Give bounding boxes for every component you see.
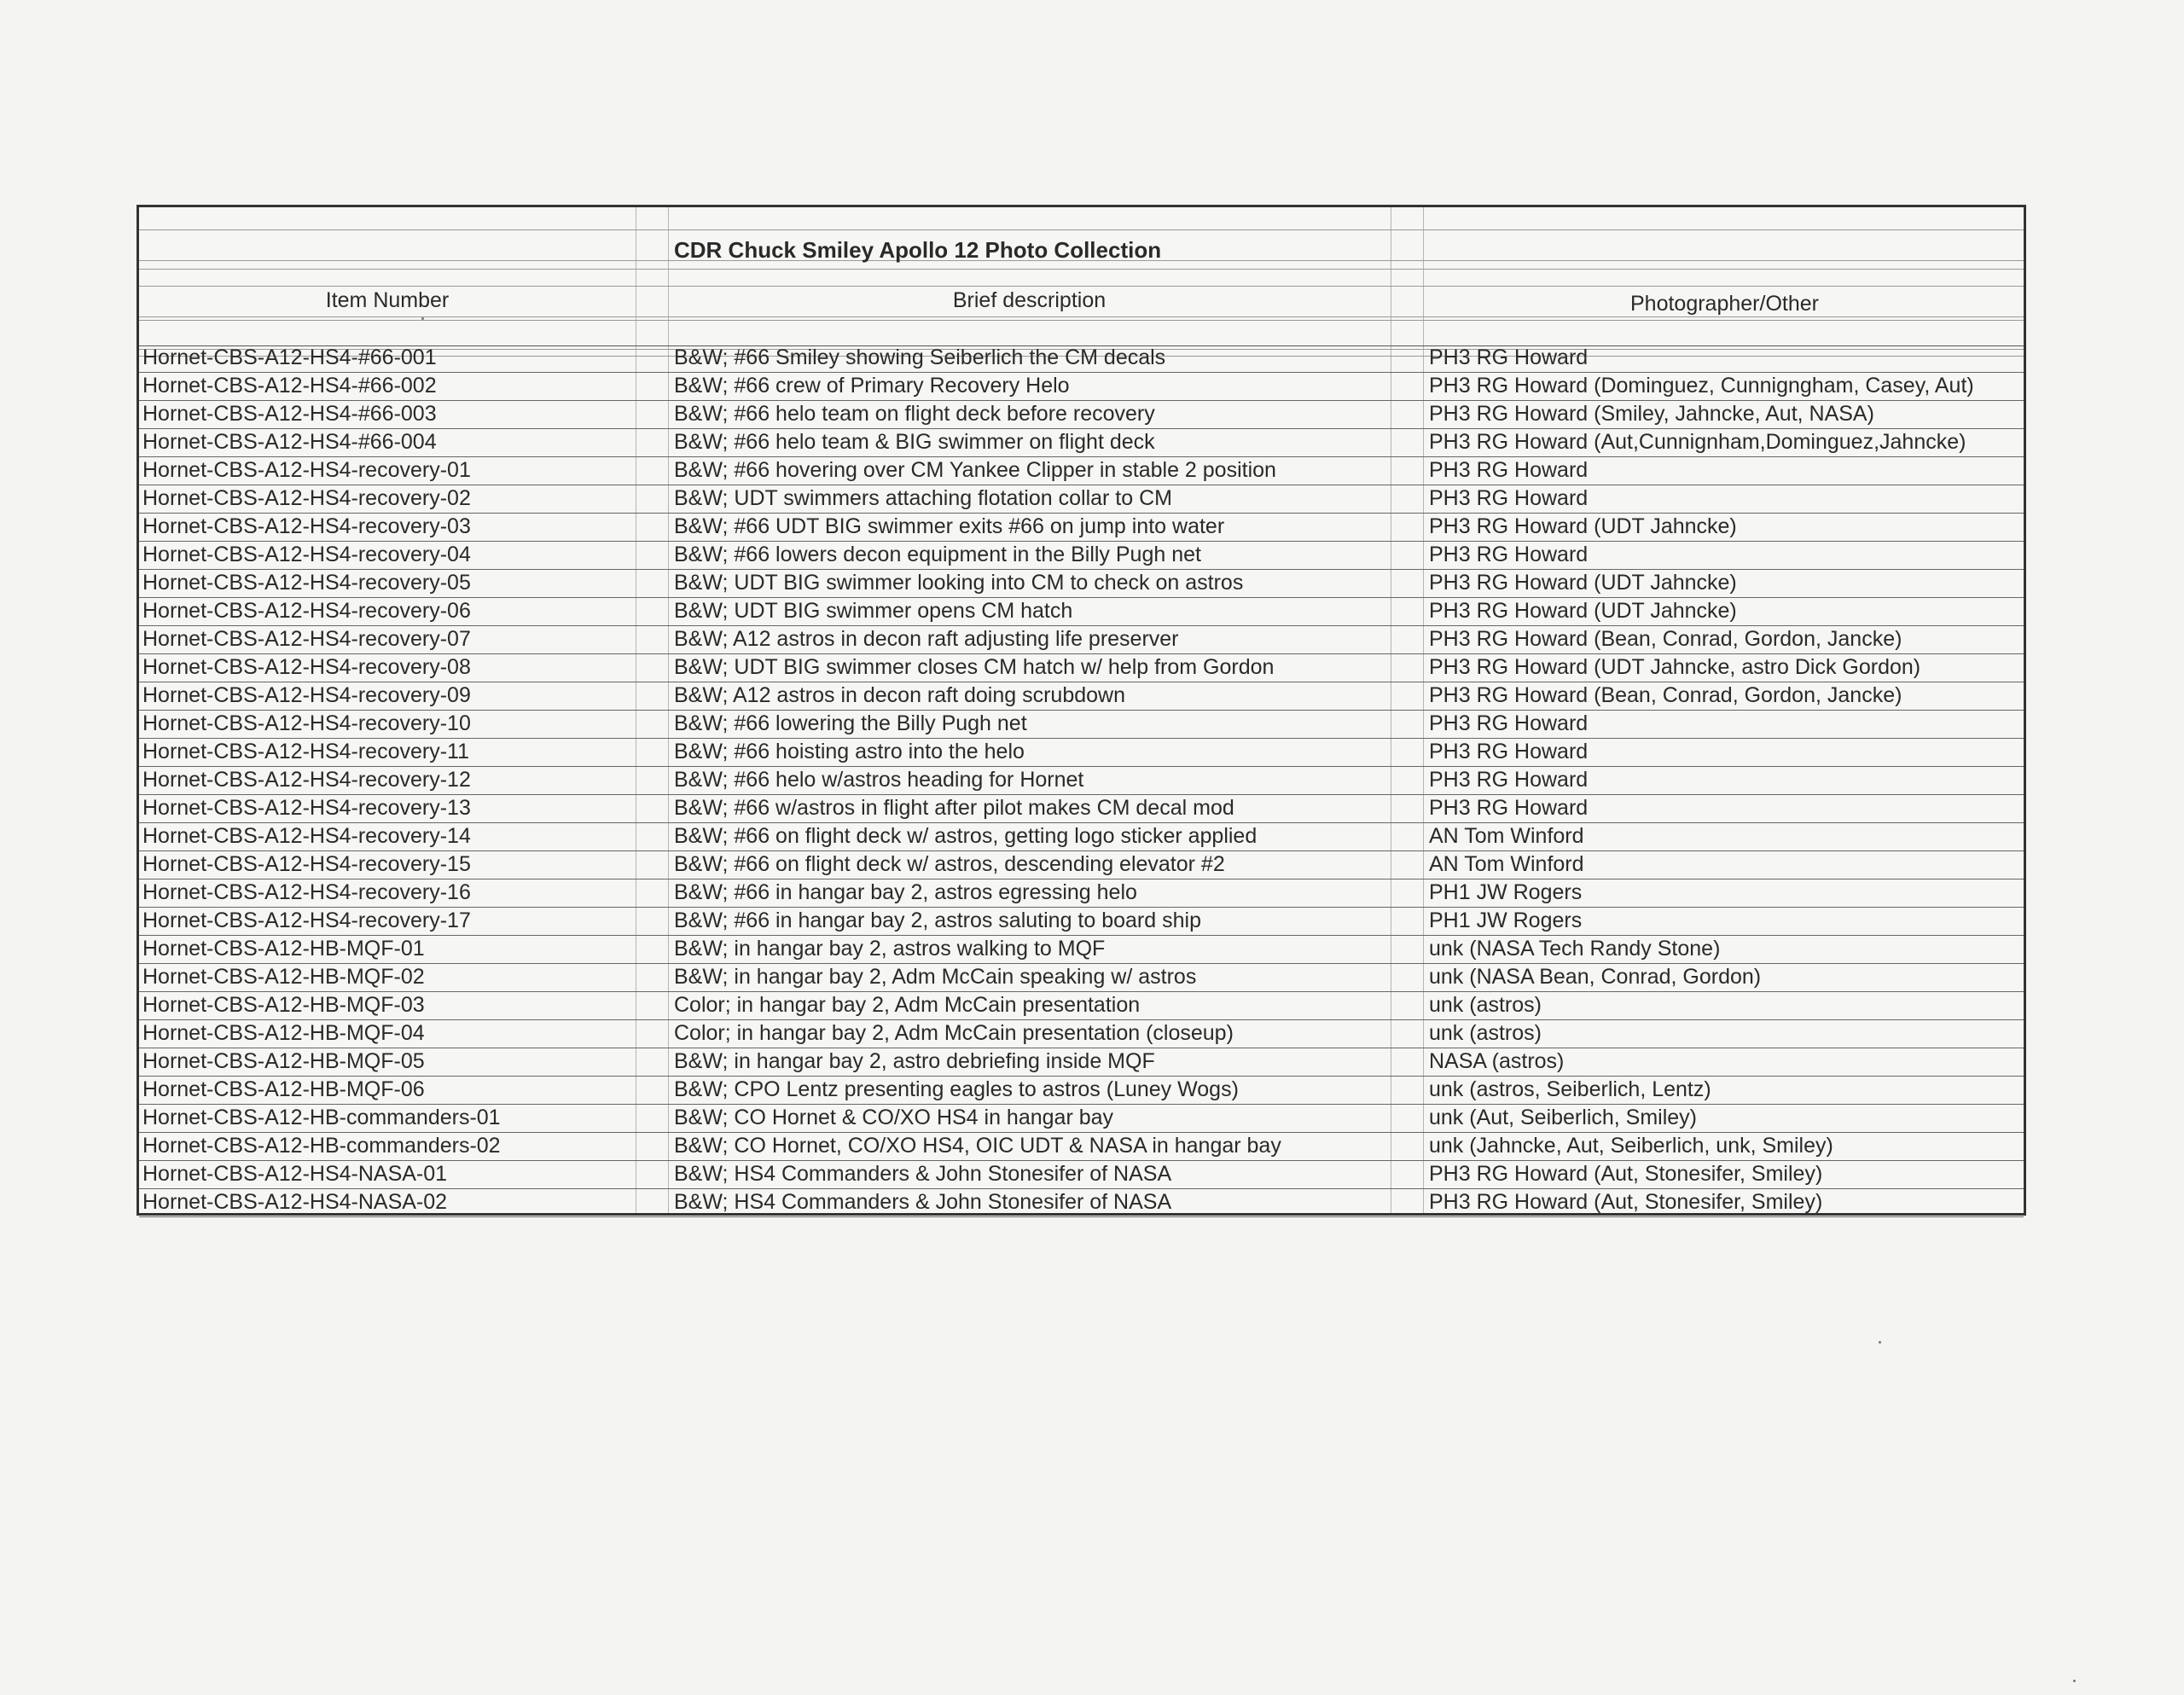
- photographer-cell: PH3 RG Howard (UDT Jahncke): [1429, 514, 1737, 538]
- item-number-cell: Hornet-CBS-A12-HB-MQF-06: [142, 1077, 425, 1101]
- description-cell: B&W; CO Hornet & CO/XO HS4 in hangar bay: [674, 1106, 1114, 1129]
- column-header-photographer: Photographer/Other: [1630, 292, 1819, 316]
- photographer-cell: unk (astros, Seiberlich, Lentz): [1429, 1077, 1711, 1101]
- description-cell: B&W; UDT swimmers attaching flotation collar to CM: [674, 486, 1172, 510]
- item-number-cell: Hornet-CBS-A12-HS4-#66-002: [142, 374, 437, 398]
- description-cell: B&W; in hangar bay 2, astros walking to MQF: [674, 937, 1106, 961]
- description-cell: B&W; #66 in hangar bay 2, astros egressing helo: [674, 880, 1137, 904]
- item-number-cell: Hornet-CBS-A12-HS4-recovery-15: [142, 852, 471, 876]
- item-number-cell: Hornet-CBS-A12-HS4-#66-003: [142, 402, 437, 426]
- item-number-cell: Hornet-CBS-A12-HB-commanders-02: [142, 1134, 501, 1158]
- photographer-cell: PH3 RG Howard: [1429, 543, 1589, 566]
- item-number-cell: Hornet-CBS-A12-HS4-recovery-08: [142, 655, 471, 679]
- item-number-cell: Hornet-CBS-A12-HB-MQF-01: [142, 937, 425, 961]
- description-cell: B&W; #66 helo team on flight deck before recovery: [674, 402, 1155, 426]
- description-cell: B&W; #66 Smiley showing Seiberlich the CM decals: [674, 345, 1166, 369]
- description-cell: B&W; UDT BIG swimmer looking into CM to check on astros: [674, 571, 1244, 595]
- description-cell: B&W; #66 in hangar bay 2, astros saluting to board ship: [674, 908, 1201, 932]
- photographer-cell: PH3 RG Howard: [1429, 345, 1589, 369]
- item-number-cell: Hornet-CBS-A12-HS4-recovery-09: [142, 683, 471, 707]
- photographer-cell: PH3 RG Howard (UDT Jahncke): [1429, 599, 1737, 623]
- item-number-cell: Hornet-CBS-A12-HS4-recovery-10: [142, 711, 471, 735]
- description-cell: B&W; CPO Lentz presenting eagles to astros (Luney Wogs): [674, 1077, 1239, 1101]
- photographer-cell: PH3 RG Howard (Smiley, Jahncke, Aut, NASA): [1429, 402, 1874, 426]
- description-cell: B&W; UDT BIG swimmer opens CM hatch: [674, 599, 1073, 623]
- item-number-cell: Hornet-CBS-A12-HS4-#66-001: [142, 345, 437, 369]
- item-number-cell: Hornet-CBS-A12-HS4-recovery-17: [142, 908, 471, 932]
- description-cell: B&W; #66 crew of Primary Recovery Helo: [674, 374, 1070, 398]
- item-number-cell: Hornet-CBS-A12-HS4-recovery-01: [142, 458, 471, 482]
- item-number-cell: Hornet-CBS-A12-HS4-recovery-16: [142, 880, 471, 904]
- description-cell: B&W; #66 lowers decon equipment in the Billy Pugh net: [674, 543, 1201, 566]
- item-number-cell: Hornet-CBS-A12-HS4-recovery-07: [142, 627, 471, 651]
- photographer-cell: PH3 RG Howard (Aut,Cunnignham,Dominguez,Jahncke): [1429, 430, 1966, 454]
- item-number-cell: Hornet-CBS-A12-HB-MQF-03: [142, 993, 425, 1017]
- description-cell: B&W; in hangar bay 2, astro debriefing inside MQF: [674, 1049, 1155, 1073]
- header-gridline: [139, 229, 2024, 230]
- photographer-cell: PH3 RG Howard: [1429, 768, 1589, 792]
- photographer-cell: unk (NASA Bean, Conrad, Gordon): [1429, 965, 1762, 989]
- item-number-cell: Hornet-CBS-A12-HS4-recovery-05: [142, 571, 471, 595]
- item-number-cell: Hornet-CBS-A12-HS4-#66-004: [142, 430, 437, 454]
- item-number-cell: Hornet-CBS-A12-HS4-recovery-04: [142, 543, 471, 566]
- collection-title: CDR Chuck Smiley Apollo 12 Photo Collection: [674, 237, 1162, 263]
- description-cell: B&W; #66 on flight deck w/ astros, descending elevator #2: [674, 852, 1225, 876]
- item-number-cell: Hornet-CBS-A12-HB-MQF-04: [142, 1021, 425, 1045]
- item-number-cell: Hornet-CBS-A12-HS4-recovery-12: [142, 768, 471, 792]
- item-number-cell: Hornet-CBS-A12-HB-MQF-05: [142, 1049, 425, 1073]
- item-number-cell: Hornet-CBS-A12-HS4-recovery-03: [142, 514, 471, 538]
- photographer-cell: unk (Jahncke, Aut, Seiberlich, unk, Smiley): [1429, 1134, 1833, 1158]
- photographer-cell: unk (NASA Tech Randy Stone): [1429, 937, 1721, 961]
- description-cell: B&W; in hangar bay 2, Adm McCain speaking w/ astros: [674, 965, 1197, 989]
- photographer-cell: PH3 RG Howard: [1429, 458, 1589, 482]
- photographer-cell: PH3 RG Howard: [1429, 740, 1589, 763]
- spreadsheet-table: [136, 205, 2026, 1216]
- item-number-cell: Hornet-CBS-A12-HS4-NASA-02: [142, 1190, 448, 1214]
- header-gridline: [139, 269, 2024, 270]
- description-cell: B&W; UDT BIG swimmer closes CM hatch w/ help from Gordon: [674, 655, 1275, 679]
- photographer-cell: PH3 RG Howard: [1429, 711, 1589, 735]
- description-cell: B&W; #66 helo w/astros heading for Hornet: [674, 768, 1084, 792]
- photographer-cell: PH3 RG Howard (Dominguez, Cunnigngham, Casey, Aut): [1429, 374, 1974, 398]
- description-cell: B&W; CO Hornet, CO/XO HS4, OIC UDT & NASA in hangar bay: [674, 1134, 1281, 1158]
- photographer-cell: unk (astros): [1429, 993, 1542, 1017]
- photographer-cell: PH3 RG Howard (UDT Jahncke): [1429, 571, 1737, 595]
- photographer-cell: PH3 RG Howard (Bean, Conrad, Gordon, Jancke): [1429, 683, 1902, 707]
- description-cell: B&W; #66 lowering the Billy Pugh net: [674, 711, 1027, 735]
- description-cell: Color; in hangar bay 2, Adm McCain presentation (closeup): [674, 1021, 1234, 1045]
- item-number-cell: Hornet-CBS-A12-HS4-recovery-13: [142, 796, 471, 820]
- photographer-cell: PH3 RG Howard (Aut, Stonesifer, Smiley): [1429, 1190, 1823, 1214]
- photographer-cell: PH1 JW Rogers: [1429, 880, 1583, 904]
- row-gridline: [139, 1216, 2024, 1217]
- description-cell: B&W; #66 helo team & BIG swimmer on flight deck: [674, 430, 1155, 454]
- photographer-cell: PH3 RG Howard (UDT Jahncke, astro Dick Gordon): [1429, 655, 1921, 679]
- photographer-cell: unk (astros): [1429, 1021, 1542, 1045]
- item-number-cell: Hornet-CBS-A12-HS4-recovery-11: [142, 740, 469, 763]
- description-cell: B&W; A12 astros in decon raft doing scrubdown: [674, 683, 1126, 707]
- description-cell: B&W; #66 hovering over CM Yankee Clipper in stable 2 position: [674, 458, 1276, 482]
- paper-speck: [1879, 1341, 1881, 1344]
- item-number-cell: Hornet-CBS-A12-HS4-NASA-01: [142, 1162, 448, 1186]
- item-number-cell: Hornet-CBS-A12-HB-MQF-02: [142, 965, 425, 989]
- photographer-cell: unk (Aut, Seiberlich, Smiley): [1429, 1106, 1698, 1129]
- description-cell: B&W; A12 astros in decon raft adjusting life preserver: [674, 627, 1179, 651]
- photographer-cell: PH3 RG Howard (Aut, Stonesifer, Smiley): [1429, 1162, 1823, 1186]
- photographer-cell: PH1 JW Rogers: [1429, 908, 1583, 932]
- photographer-cell: NASA (astros): [1429, 1049, 1565, 1073]
- description-cell: B&W; HS4 Commanders & John Stonesifer of NASA: [674, 1190, 1172, 1214]
- item-number-cell: Hornet-CBS-A12-HS4-recovery-06: [142, 599, 471, 623]
- paper-speck: [421, 317, 424, 320]
- photographer-cell: PH3 RG Howard (Bean, Conrad, Gordon, Jancke): [1429, 627, 1902, 651]
- description-cell: B&W; #66 on flight deck w/ astros, getting logo sticker applied: [674, 824, 1258, 848]
- photographer-cell: PH3 RG Howard: [1429, 796, 1589, 820]
- photographer-cell: AN Tom Winford: [1429, 824, 1584, 848]
- column-header-brief-description: Brief description: [952, 288, 1107, 312]
- item-number-cell: Hornet-CBS-A12-HS4-recovery-02: [142, 486, 471, 510]
- paper-speck: [2073, 1680, 2076, 1682]
- description-cell: B&W; #66 UDT BIG swimmer exits #66 on jump into water: [674, 514, 1225, 538]
- item-number-cell: Hornet-CBS-A12-HS4-recovery-14: [142, 824, 471, 848]
- header-gridline: [139, 320, 2024, 321]
- description-cell: B&W; #66 w/astros in flight after pilot makes CM decal mod: [674, 796, 1234, 820]
- item-number-cell: Hornet-CBS-A12-HB-commanders-01: [142, 1106, 501, 1129]
- column-header-item-number: Item Number: [325, 288, 450, 312]
- description-cell: B&W; HS4 Commanders & John Stonesifer of NASA: [674, 1162, 1172, 1186]
- photographer-cell: PH3 RG Howard: [1429, 486, 1589, 510]
- description-cell: B&W; #66 hoisting astro into the helo: [674, 740, 1025, 763]
- description-cell: Color; in hangar bay 2, Adm McCain presentation: [674, 993, 1141, 1017]
- photographer-cell: AN Tom Winford: [1429, 852, 1584, 876]
